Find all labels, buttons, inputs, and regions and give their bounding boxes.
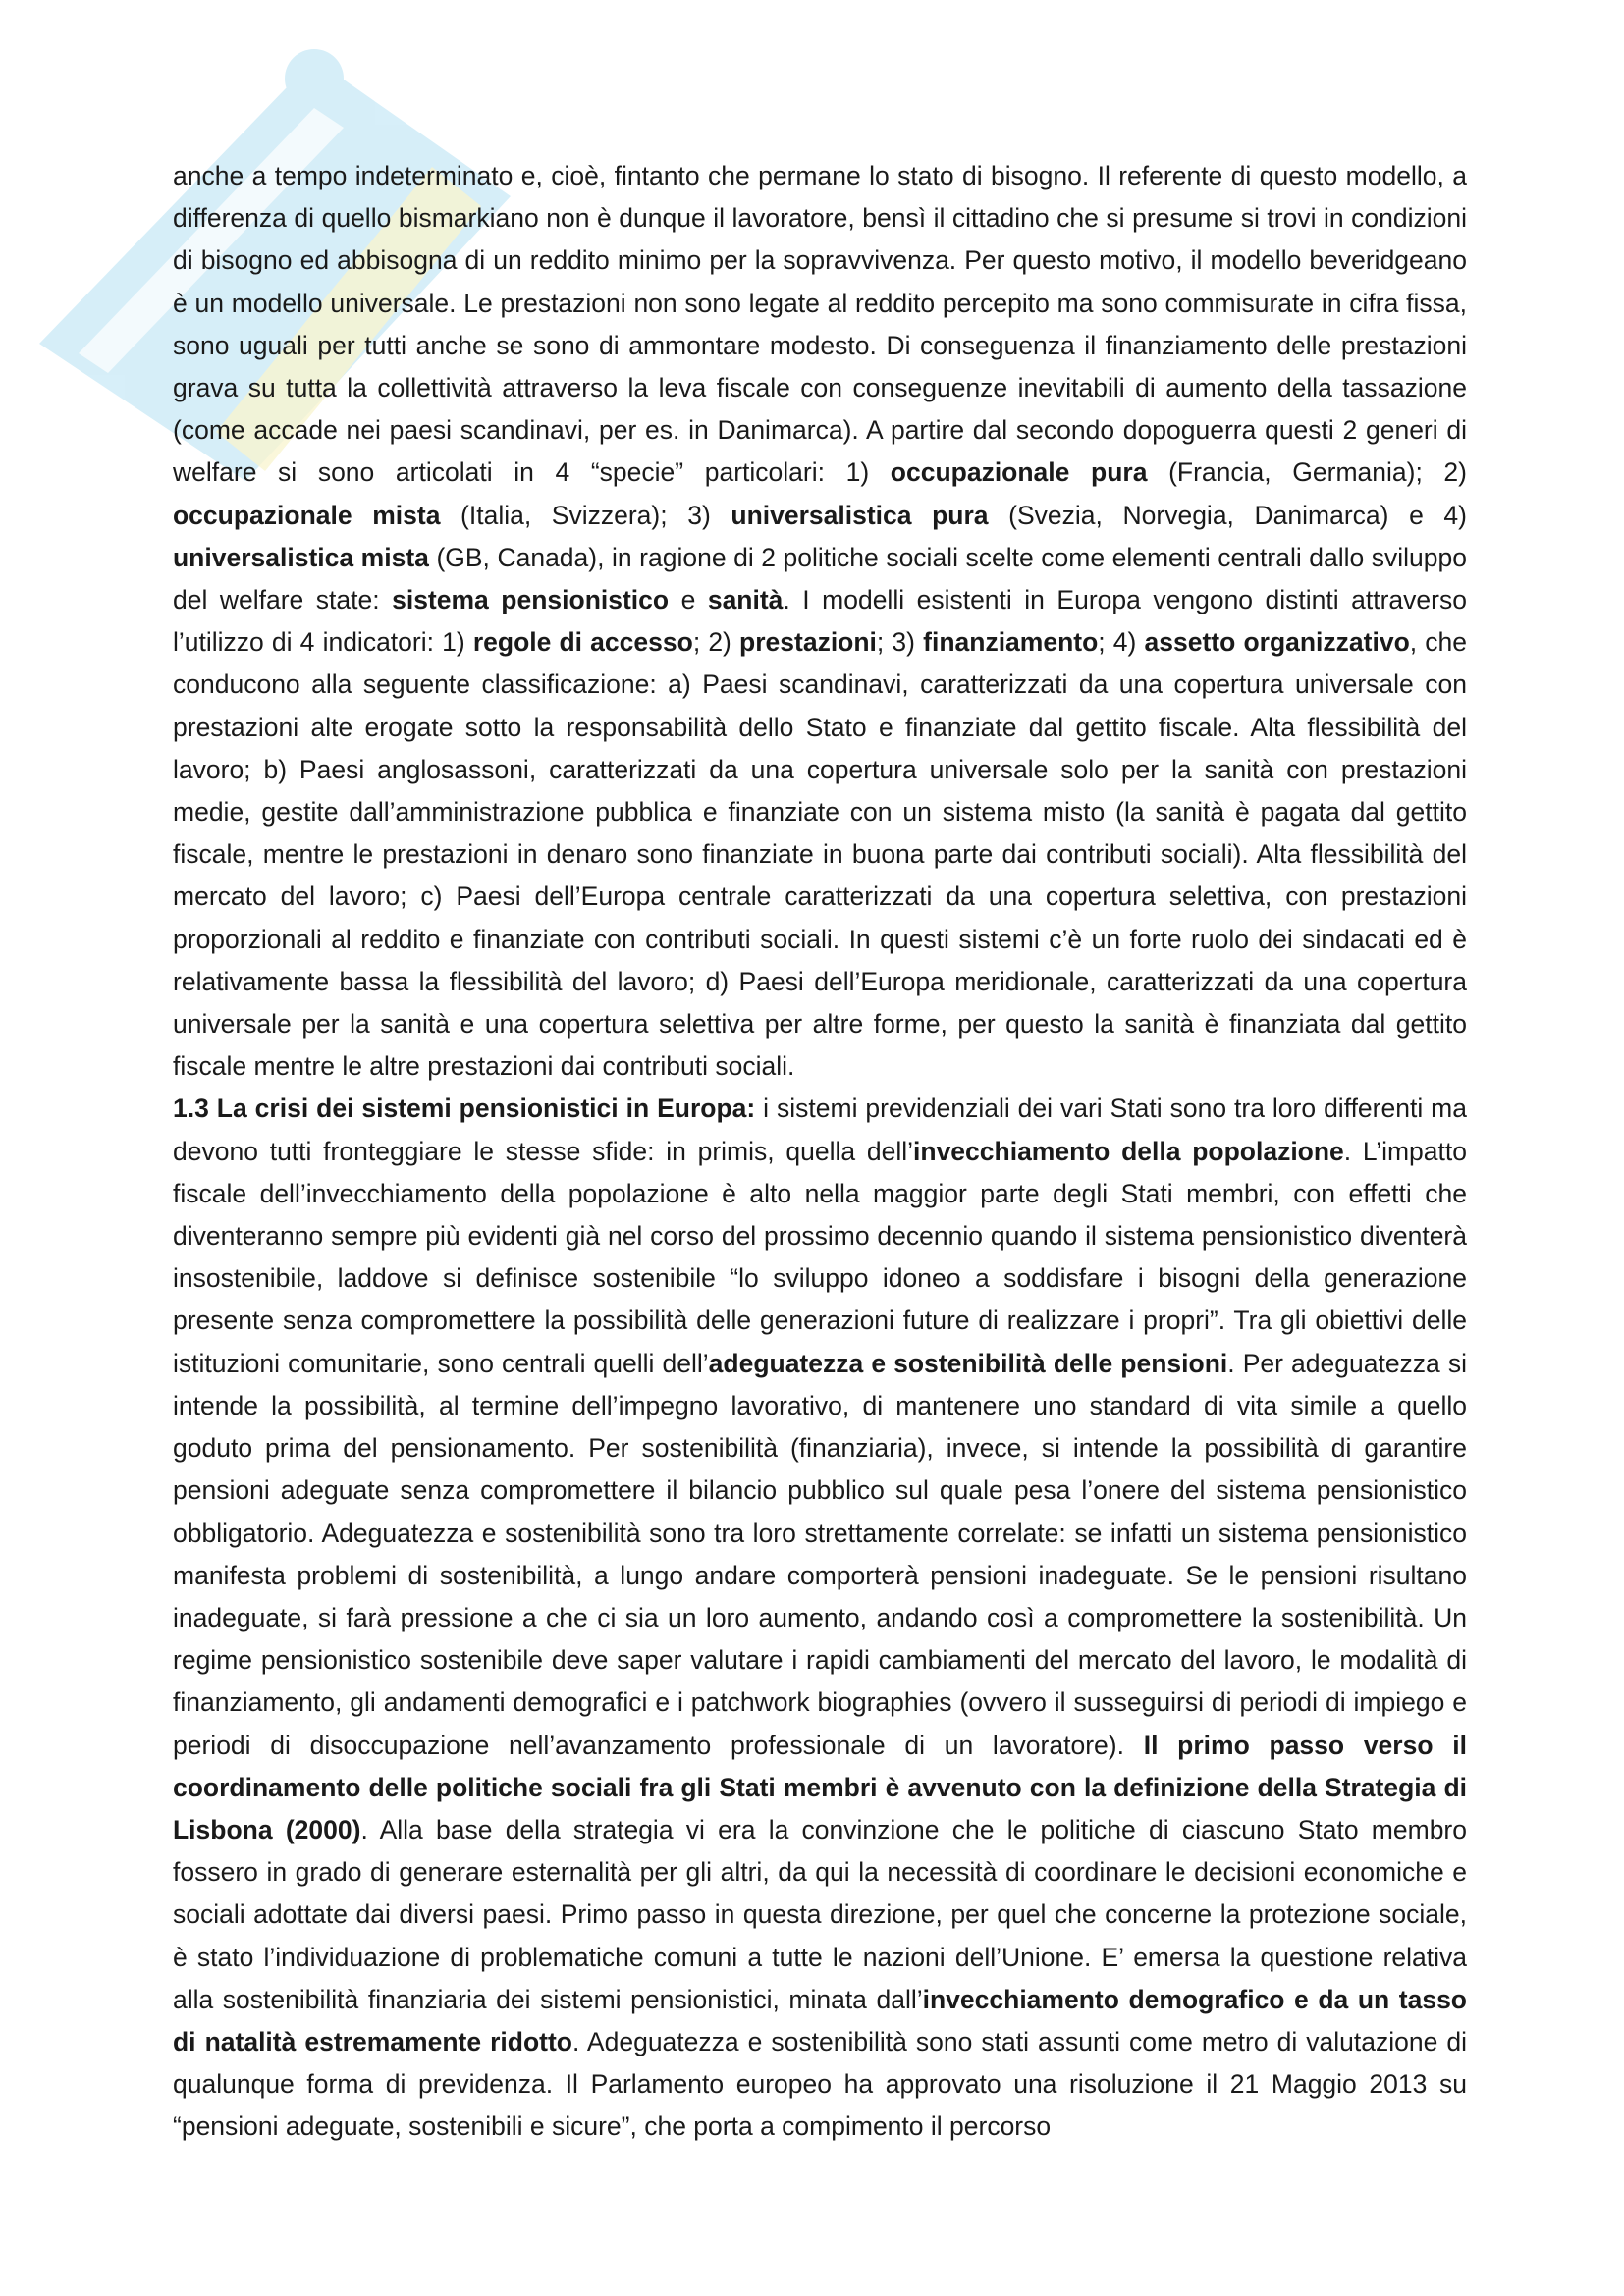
paragraph-pension-crisis: 1.3 La crisi dei sistemi pensionistici in Europa: i sistemi previdenziali dei vari Stati sono tra loro differenti ma devono tutti fronteggiare le stesse sfide: in primis, quella dell’invecchiamento della popolazione. L’impatto fiscale dell’invecchiamento della popolazione è alto nella maggior parte degli Stati membri, con effetti che diventeranno sempre più evidenti già nel corso del prossimo decennio quando il sistema pensionistico diventerà insostenibile, laddove si definisce sostenibile “lo sviluppo idoneo a soddisfare i bisogni della generazione presente senza compromettere la possibilità delle generazioni future di realizzare i propri”. Tra gli obiettivi delle istituzioni comunitarie, sono centrali quelli dell’adeguatezza e sostenibilità delle pensioni. Per adeguatezza si intende la possibilità, al termine dell’impegno lavorativo, di mantenere uno standard di vita simile a quello goduto prima del pensionamento. Per sostenibilità (finanziaria), invece, si intende la possibilità di garantire pensioni adeguate senza compromettere il bilancio pubblico sul quale pesa l’onere del sistema pensionistico obbligatorio. Adeguatezza e sostenibilità sono tra loro strettamente correlate: se infatti un sistema pensionistico manifesta problemi di sostenibilità, a lungo andare comporterà pensioni inadeguate. Se le pensioni risultano inadeguate, si farà pressione a che ci sia un loro aumento, andando così a compromettere la sostenibilità. Un regime pensionistico sostenibile deve saper valutare i rapidi cambiamenti del mercato del lavoro, le modalità di finanziamento, gli andamenti demografici e i patchwork biographies (ovvero il susseguirsi di periodi di impiego e periodi di disoccupazione nell’avanzamento professionale di un lavoratore). Il primo passo verso il coordinamento delle politiche sociali fra gli Stati membri è avvenuto con la definizione della Strategia di Lisbona (2000). Alla base della strategia vi era la convinzione che le politiche di ciascuno Stato membro fossero in grado di generare esternalità per gli altri, da qui la necessità di coordinare le decisioni economiche e sociali adottate dai diversi paesi. Primo passo in questa direzione, per quel che concerne la protezione sociale, è stato l’individuazione di problematiche comuni a tutte le nazioni dell’Unione. E’ emersa la questione relativa alla sostenibilità finanziaria dei sistemi pensionistici, minata dall’invecchiamento demografico e da un tasso di natalità estremamente ridotto. Adeguatezza e sostenibilità sono stati assunti come metro di valutazione di qualunque forma di previdenza. Il Parlamento europeo ha approvato una risoluzione il 21 Maggio 2013 su “pensioni adeguate, sostenibili e sicure”, che porta a compimento il percorso (173, 1094, 1468, 2142)
document-text (173, 155, 1467, 2149)
paragraph-welfare-models: anche a tempo indeterminato e, cioè, fintanto che permane lo stato di bisogno. Il referente di questo modello, a differenza di quello bismarkiano non è dunque il lavoratore, bensì il cittadino che si presume si trovi in condizioni di bisogno ed abbisogna di un reddito minimo per la sopravvivenza. Per questo motivo, il modello beveridgeano è un modello universale. Le prestazioni non sono legate al reddito percepito ma sono commisurate in cifra fissa, sono uguali per tutti anche se sono di ammontare modesto. Di conseguenza il finanziamento delle prestazioni grava su tutta la collettività attraverso la leva fiscale con conseguenze inevitabili di aumento della tassazione (come accade nei paesi scandinavi, per es. in Danimarca). A partire dal secondo dopoguerra questi 2 generi di welfare si sono articolati in 4 “specie” particolari: 1) occupazionale pura (Francia, Germania); 2) occupazionale mista (Italia, Svizzera); 3) universalistica pura (Svezia, Norvegia, Danimarca) e 4) universalistica mista (GB, Canada), in ragione di 2 politiche sociali scelte come elementi centrali dallo sviluppo del welfare state: sistema pensionistico e sanità. I modelli esistenti in Europa vengono distinti attraverso l’utilizzo di 4 indicatori: 1) regole di accesso; 2) prestazioni; 3) finanziamento; 4) assetto organizzativo, che conducono alla seguente classificazione: a) Paesi scandinavi, caratterizzati da una copertura universale con prestazioni alte erogate sotto la responsabilità dello Stato e finanziate dal gettito fiscale. Alta flessibilità del lavoro; b) Paesi anglosassoni, caratterizzati da una copertura universale solo per la sanità con prestazioni medie, gestite dall’amministrazione pubblica e finanziate con un sistema misto (la sanità è pagata dal gettito fiscale, mentre le prestazioni in denaro sono finanziate in buona parte dai contributi sociali). Alta flessibilità del mercato del lavoro; c) Paesi dell’Europa centrale caratterizzati da una copertura selettiva, con prestazioni proporzionali al reddito e finanziate con contributi sociali. In questi sistemi c’è un forte ruolo dei sindacati ed è relativamente bassa la flessibilità del lavoro; d) Paesi dell’Europa meridionale, caratterizzati da una copertura universale per la sanità e una copertura selettiva per altre forme, per questo la sanità è finanziata dal gettito fiscale mentre le altre prestazioni dai contributi sociali. (173, 161, 1468, 1082)
section-heading: 1.3 La crisi dei sistemi pensionistici in Europa: (173, 1094, 756, 1124)
